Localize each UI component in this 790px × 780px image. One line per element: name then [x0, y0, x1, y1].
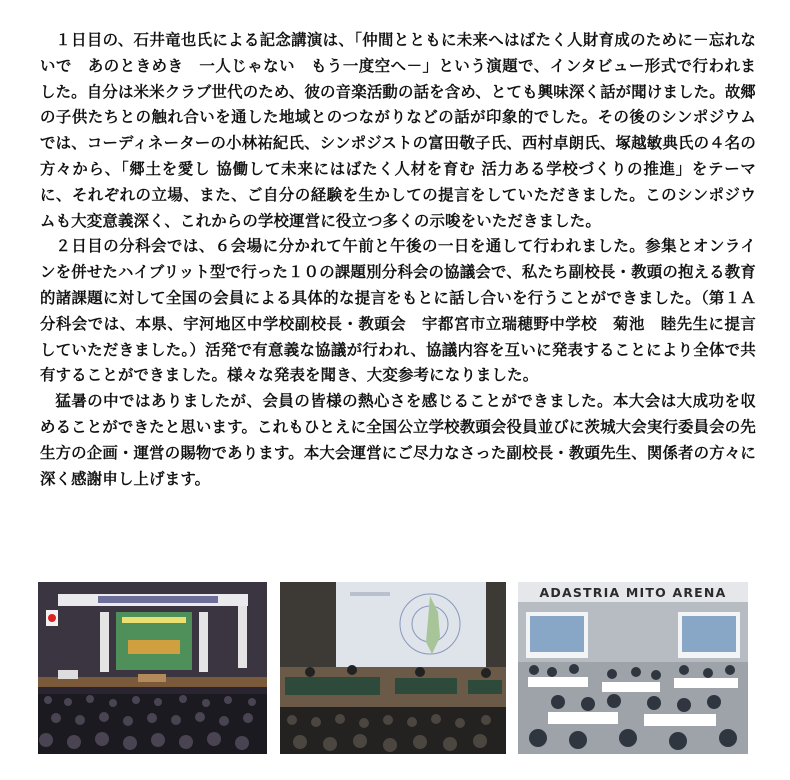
photo-symposium-stage: [280, 582, 506, 754]
photo-lecture-hall: [38, 582, 267, 754]
article-body: [40, 28, 756, 492]
paragraph-day1: １日目の、石井竜也氏による記念講演は、「仲間とともに未来へはばたく人財育成のために－忘れないで あのときめき 一人じゃない もう一度空へ－」という演題で、インタビュー形式で行われました。自分は米米クラブ世代のため、彼の音楽活動の話を含め、とても興味深く話が聞けました。故郷の子供たちとの触れ合いを通した地域とのつながりなどの話が印象的でした。その後のシンポジウムでは、コーディネーターの小林祐紀氏、シンポジストの富田敬子氏、西村卓朗氏、塚越敏典氏の４名の方々から、「郷土を愛し 協働して未来にはばたく人材を育む 活力ある学校づくりの推進」をテーマに、それぞれの立場、また、ご自分の経験を生かしての提言をしていただきました。このシンポジウムも大変意義深く、これからの学校運営に役立つ多くの示唆をいただきました。: [40, 31, 756, 230]
paragraph-day2: ２日目の分科会では、６会場に分かれて午前と午後の一日を通して行われました。参集とオンラインを併せたハイブリット型で行った１０の課題別分科会の協議会で、私たち副校長・教頭の抱える教育的諸課題に対して全国の会員による具体的な提言をもとに話し合いを行うことができました。（第１Ａ分科会では、本県、宇河地区中学校副校長・教頭会 宇都宮市立瑞穂野中学校 菊池 睦先生に提言していただきました。）活発で有意義な協議が行われ、協議内容を互いに発表することにより全体で共有することができました。様々な発表を聞き、大変参考になりました。: [40, 237, 756, 385]
arena-sign: ADASTRIA MITO ARENA: [539, 585, 727, 600]
paragraph-closing: 猛暑の中ではありましたが、会員の皆様の熱心さを感じることができました。本大会は大成功を収めることができたと思います。これもひとえに全国公立学校教頭会役員並びに茨城大会実行委員会の先生方の企画・運営の賜物であります。本大会運営にご尽力なさった副校長・教頭先生、関係者の方々に深く感謝申し上げます。: [40, 392, 756, 488]
photo-arena-session: [518, 582, 748, 754]
photo-strip: [38, 582, 750, 754]
